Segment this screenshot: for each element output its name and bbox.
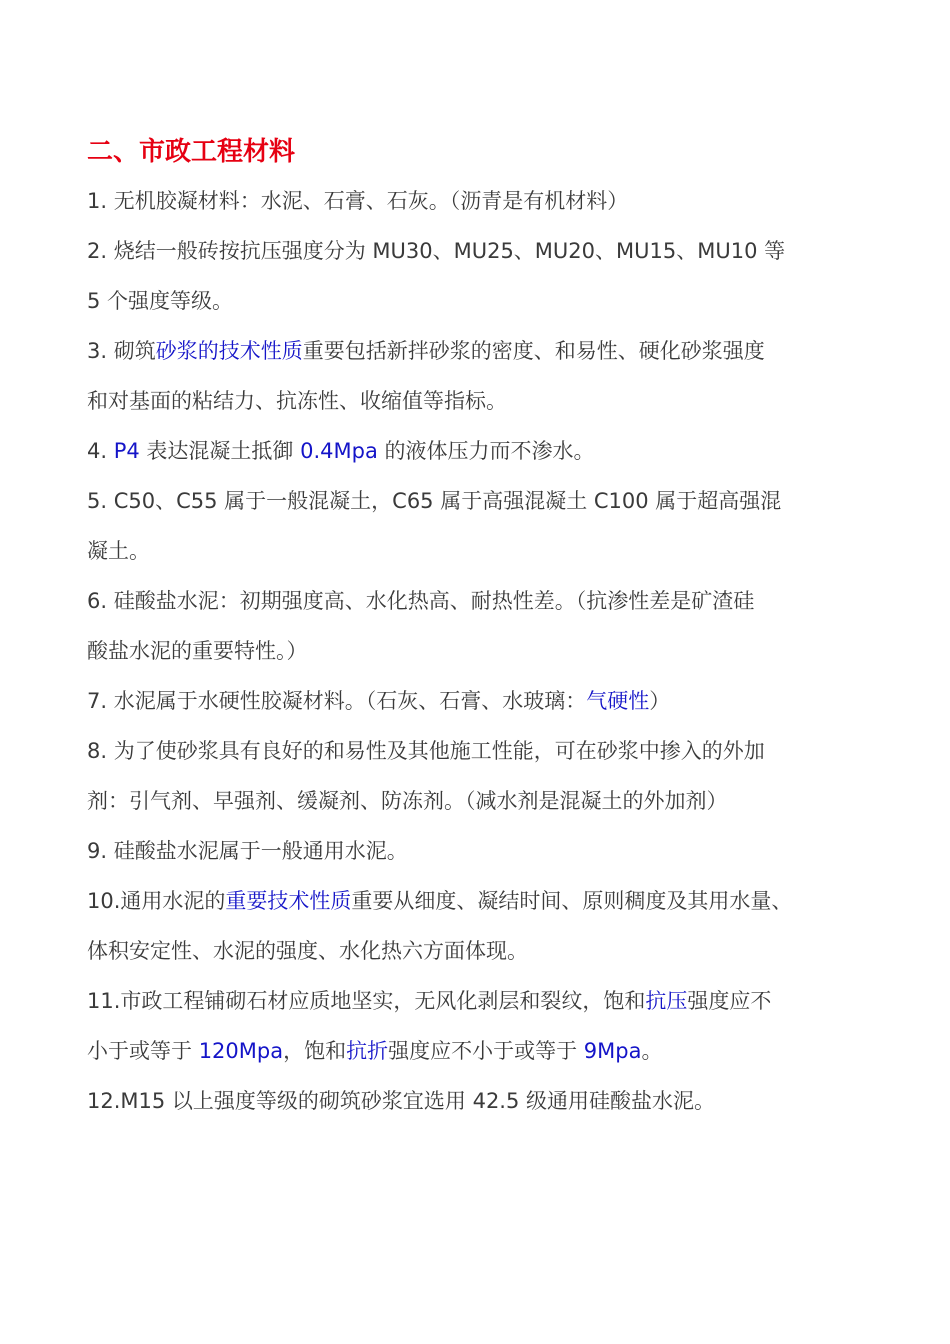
text-segment: 的液体压力而不渗水。 (377, 439, 595, 463)
list-item (87, 1076, 887, 1126)
text-line (87, 176, 887, 226)
text-segment: 小于或等于 (87, 1039, 199, 1063)
text-segment: 11.市政工程铺砌石材应质地坚实，无风化剥层和裂纹，饱和 (87, 989, 646, 1013)
document-page (87, 128, 887, 1126)
text-line (87, 1026, 887, 1076)
text-segment: 表达混凝土抵御 (139, 439, 301, 463)
list-item (87, 326, 887, 426)
text-line (87, 276, 887, 326)
text-segment: 5. C50、C55 属于一般混凝土，C65 属于高强混凝土 C100 属于超高强混 (87, 489, 782, 513)
text-segment: 强度应不 (687, 989, 772, 1013)
text-segment: 重要包括新拌砂浆的密度、和易性、硬化砂浆强度 (302, 339, 765, 363)
text-segment: 2. 烧结一般砖按抗压强度分为 MU30、MU25、MU20、MU15、MU10 等 (87, 239, 786, 263)
text-line (87, 376, 887, 426)
highlighted-term: 120Mpa (198, 1039, 284, 1063)
text-line (87, 526, 887, 576)
text-segment: 剂：引气剂、早强剂、缓凝剂、防冻剂。（减水剂是混凝土的外加剂） (87, 789, 728, 813)
text-line (87, 976, 887, 1026)
text-segment: 体积安定性、水泥的强度、水化热六方面体现。 (87, 939, 528, 963)
text-line (87, 426, 887, 476)
text-line (87, 226, 887, 276)
highlighted-term: 砂浆的技术性质 (155, 339, 303, 363)
text-line (87, 476, 887, 526)
list-item (87, 826, 887, 876)
list-item (87, 476, 887, 576)
text-segment: 1. 无机胶凝材料：水泥、石膏、石灰。（沥青是有机材料） (87, 189, 629, 213)
list-item (87, 976, 887, 1076)
text-segment: 7. 水泥属于水硬性胶凝材料。（石灰、石膏、水玻璃： (87, 689, 587, 713)
text-segment: 12.M15 以上强度等级的砌筑砂浆宜选用 42.5 级通用硅酸盐水泥。 (87, 1089, 716, 1113)
text-line (87, 776, 887, 826)
text-segment: 和对基面的粘结力、抗冻性、收缩值等指标。 (87, 389, 507, 413)
list-item (87, 726, 887, 826)
highlighted-term: 抗压 (645, 989, 688, 1013)
text-line (87, 726, 887, 776)
text-line (87, 1076, 887, 1126)
text-segment: 4. (87, 439, 114, 463)
text-line (87, 326, 887, 376)
list-item (87, 576, 887, 676)
text-segment: 3. 砌筑 (87, 339, 156, 363)
text-line (87, 926, 887, 976)
list-item (87, 176, 887, 226)
text-segment: 重要从细度、凝结时间、原则稠度及其用水量、 (351, 889, 793, 913)
text-line (87, 576, 887, 626)
highlighted-term: 9Mpa (583, 1039, 642, 1063)
item-list (87, 176, 887, 1126)
text-segment: 强度应不小于或等于 (388, 1039, 584, 1063)
text-segment: 凝土。 (87, 539, 150, 563)
list-item (87, 676, 887, 726)
highlighted-term: 0.4Mpa (300, 439, 378, 463)
section-title: 二、市政工程材料 (87, 137, 296, 167)
text-line (87, 876, 887, 926)
text-segment: 8. 为了使砂浆具有良好的和易性及其他施工性能，可在砂浆中掺入的外加 (87, 739, 765, 763)
text-segment: 10.通用水泥的 (87, 889, 226, 913)
text-segment: 6. 硅酸盐水泥：初期强度高、水化热高、耐热性差。（抗渗性差是矿渣硅 (87, 589, 755, 613)
highlighted-term: 重要技术性质 (225, 889, 352, 913)
text-segment: ，饱和 (283, 1039, 347, 1063)
text-segment: 。 (641, 1039, 663, 1063)
highlighted-term: 气硬性 (586, 689, 650, 713)
list-item (87, 226, 887, 326)
text-line (87, 826, 887, 876)
highlighted-term: P4 (113, 439, 140, 463)
text-segment: 5 个强度等级。 (87, 289, 234, 313)
highlighted-term: 抗折 (346, 1039, 389, 1063)
text-line (87, 626, 887, 676)
list-item (87, 876, 887, 976)
text-segment: ） (649, 689, 671, 713)
text-line (87, 676, 887, 726)
text-segment: 酸盐水泥的重要特性。） (87, 639, 308, 663)
list-item (87, 426, 887, 476)
text-segment: 9. 硅酸盐水泥属于一般通用水泥。 (87, 839, 408, 863)
